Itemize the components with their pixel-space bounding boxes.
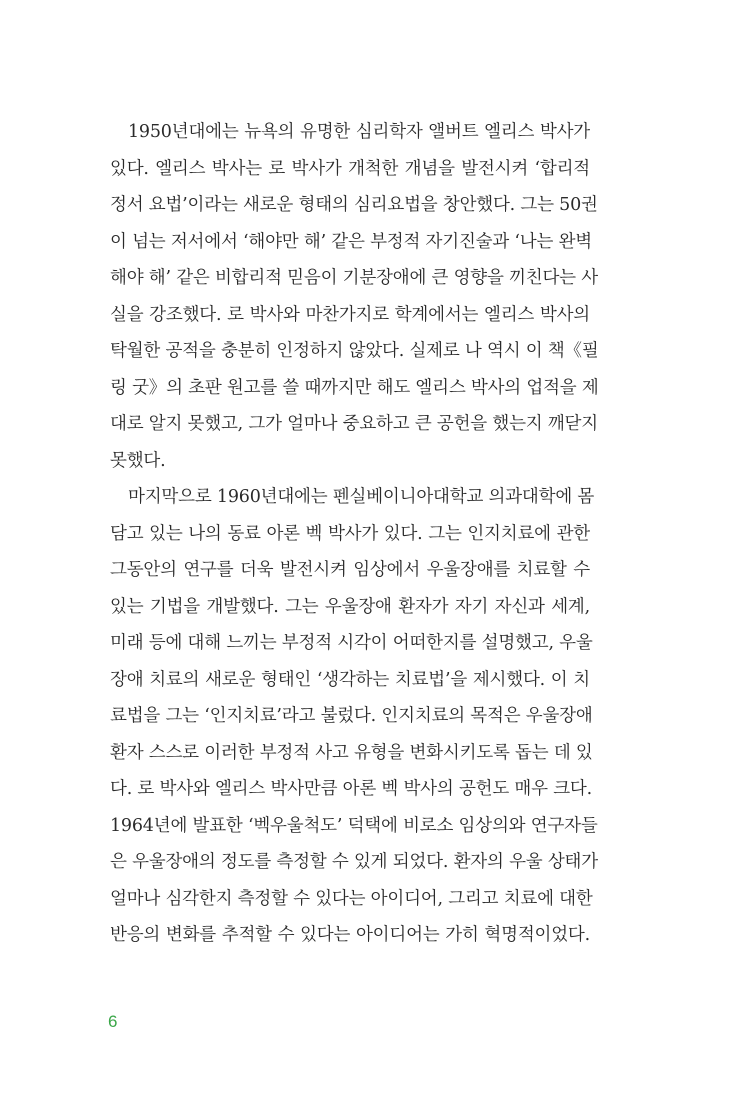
text-line: 미래 등에 대해 느끼는 부정적 시각이 어떠한지를 설명했고, 우울 — [110, 633, 593, 653]
text-line: 링 굿》의 초판 원고를 쓸 때까지만 해도 엘리스 박사의 업적을 제 — [110, 377, 599, 398]
text-line: 그동안의 연구를 더욱 발전시켜 임상에서 우울장애를 치료할 수 — [110, 560, 590, 580]
text-line: 환자 스스로 이러한 부정적 사고 유형을 변화시키도록 돕는 데 있 — [110, 742, 593, 763]
text-line: 탁월한 공적을 충분히 인정하지 않았다. 실제로 나 역시 이 책《필 — [110, 341, 599, 361]
text-line: 이 넘는 저서에서 ‘해야만 해’ 같은 부정적 자기진술과 ‘나는 완벽 — [110, 231, 592, 252]
text-line: 료법을 그는 ‘인지치료’라고 불렀다. 인지치료의 목적은 우울장애 — [110, 706, 593, 726]
text-line: 1964년에 발표한 ‘벡우울척도’ 덕택에 비로소 임상의와 연구자들 — [110, 815, 598, 836]
body-text — [110, 114, 599, 954]
text-line: 장애 치료의 새로운 형태인 ‘생각하는 치료법’을 제시했다. 이 치 — [110, 669, 590, 690]
text-line: 반응의 변화를 추적할 수 있다는 아이디어는 가히 혁명적이었다. — [110, 925, 590, 945]
text-line: 정서 요법’이라는 새로운 형태의 심리요법을 창안했다. 그는 50권 — [110, 195, 598, 215]
text-line: 다. 로 박사와 엘리스 박사만큼 아론 벡 박사의 공헌도 매우 크다. — [110, 779, 592, 799]
text-line: 얼마나 심각한지 측정할 수 있다는 아이디어, 그리고 치료에 대한 — [110, 888, 593, 909]
text-line: 은 우울장애의 정도를 측정할 수 있게 되었다. 환자의 우울 상태가 — [110, 852, 598, 872]
text-line: 해야 해’ 같은 비합리적 믿음이 기분장애에 큰 영향을 끼친다는 사 — [110, 268, 598, 288]
text-line: 있다. 엘리스 박사는 로 박사가 개척한 개념을 발전시켜 ‘합리적 — [110, 158, 590, 179]
text-line: 있는 기법을 개발했다. 그는 우울장애 환자가 자기 자신과 세계, — [110, 596, 590, 617]
page-number: 6 — [108, 1012, 118, 1031]
paragraph-1 — [110, 114, 599, 479]
text-line: 담고 있는 나의 동료 아론 벡 박사가 있다. 그는 인지치료에 관한 — [110, 523, 590, 544]
text-line: 실을 강조했다. 로 박사와 마찬가지로 학계에서는 엘리스 박사의 — [110, 304, 590, 325]
text-line: 1950년대에는 뉴욕의 유명한 심리학자 앨버트 엘리스 박사가 — [128, 122, 590, 142]
text-line: 마지막으로 1960년대에는 펜실베이니아대학교 의과대학에 몸 — [128, 487, 595, 507]
text-line: 못했다. — [110, 450, 166, 471]
text-line: 대로 알지 못했고, 그가 얼마나 중요하고 큰 공헌을 했는지 깨닫지 — [110, 414, 598, 434]
paragraph-2 — [110, 479, 598, 954]
